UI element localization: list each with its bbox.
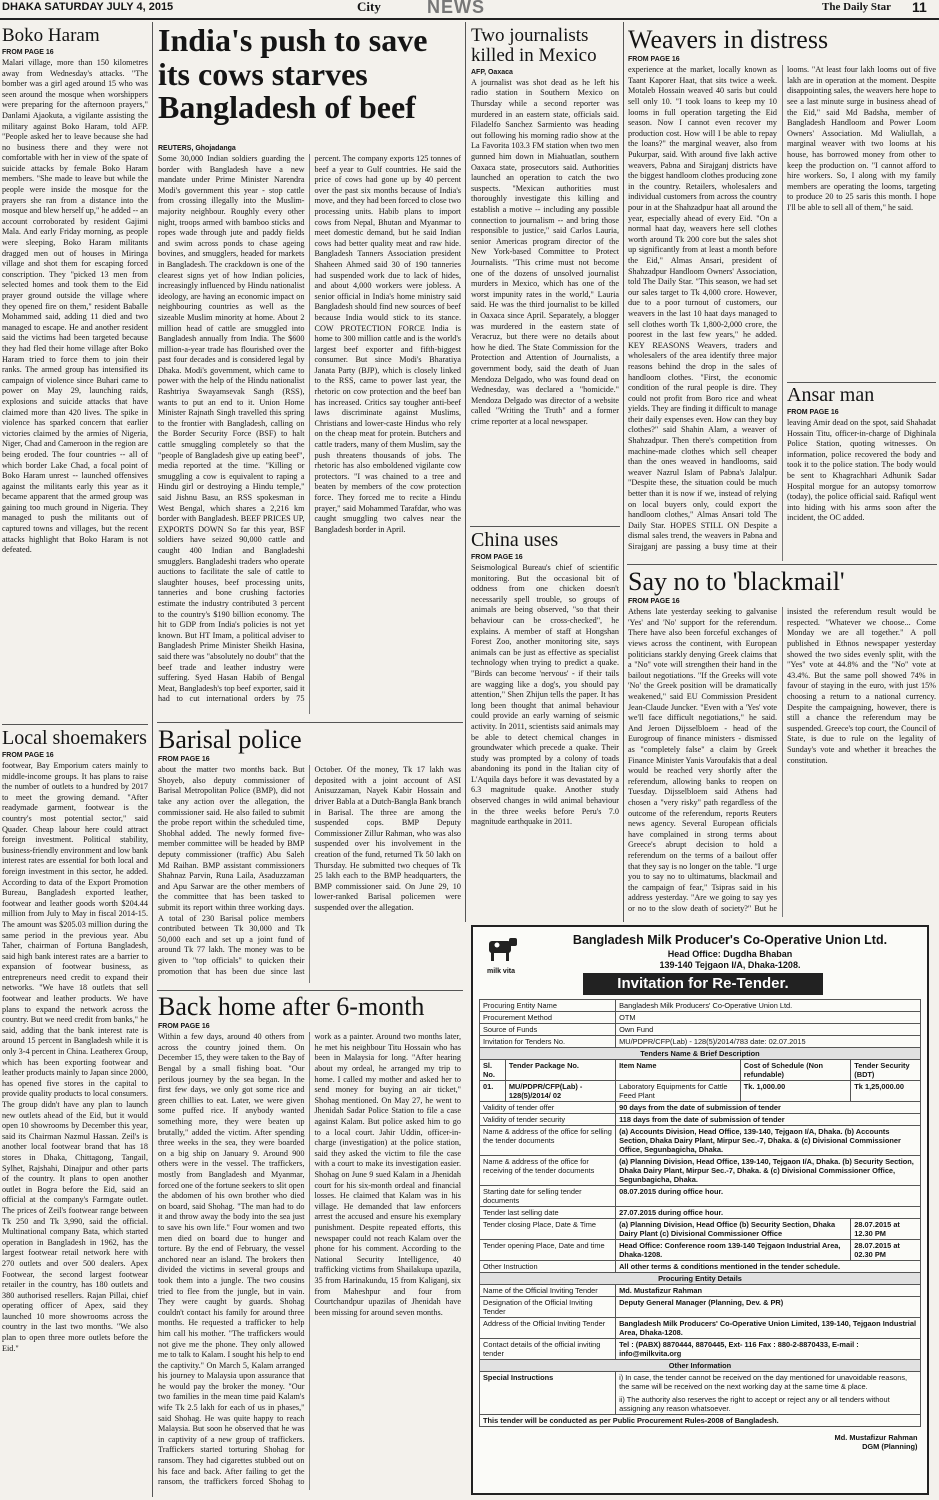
table-row [480, 1297, 921, 1318]
table-cell: Tk 1,25,000.00 [851, 1081, 921, 1102]
field-label: Procurement Method [480, 1012, 616, 1024]
from-page: FROM PAGE 16 [158, 1023, 210, 1031]
table-cell: Laboratory Equipments for Cattle Feed Plant [616, 1081, 741, 1102]
section-band: Procuring Entity Details [480, 1273, 921, 1285]
milk-vita-logo [481, 933, 521, 975]
field-value: 90 days from the date of submission of tender [616, 1102, 921, 1114]
field-value: All other terms & conditions mentioned in the tender schedule. [616, 1261, 921, 1273]
newspaper-logo: The Daily Star [822, 1, 892, 13]
table-row [480, 1240, 921, 1261]
column-rule [623, 22, 624, 922]
field-value: (a) Planning Division, Head Office (b) Security Section, Dhaka Dairy Plant (c) Divisional Commissioner Office [616, 1219, 851, 1240]
page-number: 11 [912, 0, 927, 15]
article-two-journalists [471, 26, 619, 522]
headline: Boko Haram [2, 26, 100, 46]
field-value: Own Fund [616, 1024, 921, 1036]
tender-advertisement [471, 925, 929, 1495]
article-barisal-police [158, 726, 461, 988]
field-label: Tender opening Place, Date and time [480, 1240, 616, 1261]
organization-name: Bangladesh Milk Producer's Co-Operative Union Ltd. [572, 933, 888, 947]
table-row [480, 1102, 921, 1114]
divider [470, 526, 620, 527]
band-row [480, 1273, 921, 1285]
table-row [480, 1318, 921, 1339]
field-label: Invitation for Tenders No. [480, 1036, 616, 1048]
field-label: Address of the Official Inviting Tender [480, 1318, 616, 1339]
field-value: Tel : (PABX) 8870444, 8870445, Ext- 116 Fax : 880-2-8870433, E-mail : info@milkvita.org [616, 1339, 921, 1360]
table-row [480, 1000, 921, 1012]
table-row [480, 1339, 921, 1360]
field-value: Md. Mustafizur Rahman [616, 1285, 921, 1297]
article-body: about the matter two months back. But Shoyeb, also deputy commissioner of Barisal Metropolitan Police (BMP), did not take any action over the allegation, the commissioner said. He also failed to submit the probe report within the scheduled time, Shobhal added. The newly formed five-member committee will be headed by BMP deputy commissioner (traffic) Abu Saleh Md Raihan. BMP assistant commissioners Shahnaz Parvin, Runa Laila, Asaduzzaman and Apu Sarwar are the other members of the committee that has been tasked to submit its report within three working days. A total of 230 Barisal police members contributed between Tk 30,000 and Tk 50,000 each and set up a joint fund of around Tk 77 lakh. The money was to be given to "top officials" to quicken their promotion that has been due since last October. Of the money, Tk 17 lakh was deposited with a joint account of ASI Anisuzzaman, Nayek Kabir Hossain and driver Babla at a Dutch-Bangla Bank branch in Barisal. The three are among the suspended cops. BMP Deputy Commissioner Zillur Rahman, who was also suspended over his involvement in the creation of the fund, returned Tk 50 lakh on Thursday. He submitted two cheques of Tk 25 lakh each to the BMP headquarters, the BMP commissioner said. On June 29, 10 lower-ranked Barisal policemen were suspended over the allegation. [158, 765, 461, 976]
article-body: experience at the market, locally known as Taant Kaporer Haat, that sits twice a week. Motaleb Hossain weaved 40 saris but could sell only 10. "I took loans to keep my 10 looms in full operation targeting the Eid season. Now I cannot even recover my production cost. How will I be able to repay the loans?" the marginal weaver, also from Pukurpar, said. With around five lakh active weavers, Pabna and Sirajganj districts have the biggest handloom clothes producing zone in the country. Retailers, wholesalers and individual customers from across the country pour in at the Shahzadpur haat all around the year, especially ahead of every Eid. "On a normal haat day, weavers here sell clothes worth around Tk 200 core but the sales shot up significantly from at least a month before the Eid," Almas Ansari, president of Shahzadpur Handloom Owners' Association, told The Daily Star. "This season, we had set our sales target to Tk 4,000 crore. However, due to a poor turnout of customers, our weavers in the last 10 haat days managed to sell clothes worth Tk 1,800-2,000 crore, the poorest in the last few years," he added. KEY REASONS Weavers, traders and wholesalers of the area identify three major reasons behind the drop in the sales of handloom clothes. "First, the economic condition of the rural people is dire. They could not profit from Boro rice and wheat yields. They are finding it difficult to manage their daily expenses even. How can they buy clothes?" said Shahin Alam, a weaver of Shahzadpur. Then there's competition from machine-made clothes which sell cheaper than the ones weaved in handlooms, said weaver Nazrul Islam of Pabna's Jalalpur. "Despite these, the situation could be much better than it is now if we, instead of relying on local buyers only, could export the handloom clothes," Almas Ansari told The Daily Star. HOPES STILL ON Despite a dismal sales trend, the weavers in Pabna and Sirajganj are passing a busy time at their looms. "At least four lakh looms out of five lakh are in operation at the moment. Despite disappointing sales, the weavers here hope to see a last minute surge in business ahead of the Eid," said Md Badsha, member of Bangladesh Handloom and Power Loom Owners' Association. Md Waliullah, a marginal weaver with two looms at his house, has borrowed money from other to keep the production on. "I cannot afford to hire workers. So, I along with my family members are operating the looms, targeting to produce 20 to 25 saris this month. I hope I'll be able to sell all of them," he said. [628, 65, 936, 552]
field-value: Bangladesh Milk Producers' Co-Operative Union Ltd. [616, 1000, 921, 1012]
field-label: Validity of tender offer [480, 1102, 616, 1114]
header-row [480, 1060, 921, 1081]
headline: China uses [471, 530, 559, 551]
field-value: Deputy General Manager (Planning, Dev. & PR) [616, 1297, 921, 1318]
article-body: footwear, Bay Emporium caters mainly to middle-income groups. It has plans to raise the number of outlets to a hundred by 2017 to meet the growing demand. "After readymade garment, footwear is the country's most potential sector," said Quader. Cheap labour here could attract foreign investment. Political stability, business-friendly environment and low bank interest rates are essential for both local and foreign investment in this sector, he added. According to data of the Export Promotion Bureau, Bangladesh exported leather, footwear and leather goods worth $204.44 million from July to May in fiscal 2014-15. The amount was $205.03 million during the same period in the previous year. Abu Taher, chairman of Fortuna Bangladesh, said high bank interest rates are a barrier to expansion of footwear business, as entrepreneurs need credit to expand their networks. "We have 18 outlets that sell footwear and leather products. We have plans to expand the network across the country. But we need credit from banks," he said, adding that the bank interest rate is around 15 percent in Bangladesh while it is only 3-4 percent in China. Leatherex Group, which has been exporting footwear and leather products mainly to Japan since 2000, has opened five stores in the capital to provide quality products to local consumers. The group didn't have any plan to launch new outlets ahead of the Eid, but it would open 10 showrooms by December this year, said its Chairman Nazmul Hassan. Zeil's is another local footwear brand that has 18 stores in Dhaka, Chittagong, Tangail, Sylhet, Rajshahi, Dinajpur and other parts of the country. It plans to open another outlet in Bogra before the Eid, said an official at the company's Farmgate outlet. The prices of Zeil's footwear range between Tk 250 and Tk 3,990, said the official. Multinational company Bata, which started operation in Bangladesh in 1962, has the largest footwear retail network here with 270 outlets and over 500 dealers. Apex Footwear, the second largest footwear retailer in the country, has 180 outlets and 380 authorised resellers. Rajan Pillai, chief operating officer of Apex, said they launched 10 more showrooms across the country in the last two months. "We also plan to open three more outlets before the Eid." [2, 761, 148, 1353]
field-label: Tender closing Place, Date & Time [480, 1219, 616, 1240]
article-local-shoemakers [2, 728, 148, 1494]
field-label: Source of Funds [480, 1024, 616, 1036]
section-label: City [357, 0, 381, 14]
headline: Ansar man [787, 384, 875, 406]
article-boko-haram [2, 26, 148, 722]
signature-block [480, 1427, 921, 1453]
divider [2, 724, 148, 725]
table-row [480, 1415, 921, 1427]
from-page: FROM PAGE 16 [628, 598, 680, 606]
column-header: Tender Security (BDT) [851, 1060, 921, 1081]
headline: Weavers in distress [628, 26, 829, 54]
table-row [480, 1207, 921, 1219]
headline: Barisal police [158, 726, 302, 754]
from-page: FROM PAGE 16 [2, 752, 54, 759]
field-value: Head Office: Conference room 139-140 Tejgaon Industrial Area, Dhaka-1208. [616, 1240, 851, 1261]
field-value [616, 1372, 921, 1415]
article-india-cows [158, 143, 461, 719]
article-body: Malari village, more than 150 kilometres away from Wednesday's attacks. "The bomber was a girl aged around 15 who was seen around the mosque when worshippers were preparing for the afternoon prayers," Danlami Ajaokuta, a vigilante assisting the military against Boko Haram, told AFP. "People asked her to leave because she had no business there and they were not comfortable with her in view of the spate of suicide attacks by female Boko Haram members. "She made to leave but while the people were inside the mosque for the prayers she ran from a distance into the mosque and blew herself up," he added -- an account corroborated by resident Gajimi Mala. And early Friday morning, as people were sleeping, Boko Haram militants dragged men out of houses in Miringa village and shot them for escaping forced conscription. They "picked 13 men from selected homes and took them to the Eid prayer ground outside the village where they opened fire on them," resident Baballe Mohammed said, adding 11 died and two managed to escape. He and another resident said the victims had been targeted because they had fled their home village after Boko Haram tried to force them to join their ranks. The armed group has intensified its campaign of violence since Buhari came to power on May 29, launching raids, explosions and suicide attacks that have claimed more than 420 lives. The spike in violence has sparked concern that earlier victories claimed by the armies of Nigeria, Niger, Chad and Cameroon in the region are being eroded. The four countries -- all of which border Lake Chad, a focal point of Boko Haram unrest -- launched offensives against the militants early this year as it became apparent that the armed group was gaining too much ground in Nigeria. They managed to push the militants out of captured towns and villages, but the recent attacks highlight that Boko Haram is not defeated. [2, 57, 148, 555]
field-label: Name of the Official Inviting Tender [480, 1285, 616, 1297]
divider [627, 564, 937, 565]
section-band: Other Information [480, 1360, 921, 1372]
field-value: (a) Accounts Division, Head Office, 139-140, Tejgaon I/A, Dhaka. (b) Accounts Section, Dhaka Dairy Plant, Mirpur Sec.-7, Dhaka. & (c) Divisional Commissioner Office, Segunbagicha, Dhaka. [616, 1126, 921, 1156]
instruction-text: i) In case, the tender cannot be received on the day mentioned for unavoidable reasons, the same will be received on the next working day at the same time & place. [619, 1373, 908, 1391]
edition-date: DHAKA SATURDAY JULY 4, 2015 [2, 1, 174, 13]
from-page: FROM PAGE 16 [628, 56, 680, 64]
field-label: Tender last selling date [480, 1207, 616, 1219]
headline-block [158, 24, 461, 142]
from-page: FROM PAGE 16 [787, 409, 839, 416]
table-row [480, 1036, 921, 1048]
from-page: FROM PAGE 16 [2, 48, 54, 56]
field-label: Starting date for selling tender documents [480, 1186, 616, 1207]
field-value: MU/PDPR/CFP(Lab) - 128(5)/2014/783 date: 02.07.2015 [616, 1036, 921, 1048]
column-header: Sl. No. [480, 1060, 506, 1081]
office-address [535, 949, 925, 971]
table-cell: MU/PDPR/CFP(Lab) - 128(5)/2014/ 02 [505, 1081, 615, 1102]
from-page: FROM PAGE 16 [471, 554, 523, 561]
field-value: 118 days from the date of submission of tender [616, 1114, 921, 1126]
headline: Local shoemakers [2, 728, 147, 749]
headline: Two journalists killed in Mexico [471, 26, 597, 66]
column-rule [152, 22, 153, 1497]
article-body: Athens late yesterday seeking to galvanise 'Yes' and 'No' support for the referendum. There have also been forceful exchanges of views across the continent, with European politicians starkly denying Greek claims that a "No" vote will strengthen their hand in the bailout negotiations. "If the Greeks will vote 'No' the Greek position will be dramatically weakened," said EU Commission President Jean-Claude Juncker. "Even with a 'Yes' vote we'll face difficult negotiations," he said. And Jeroen Dijsselbloem - head of the Eurogroup of finance ministers - dismissed as "completely false" a claim by Greek Finance Minister Yanis Varoufakis that a deal would be reached very shortly after the referendum, allowing banks to reopen on Tuesday. Dijsselbloem said Athens had chosen a "very risky" path regardless of the outcome of the referendum, reports Reuters news agency. Several European officials have complained in strong terms about Greece's abrupt decision to hold a referendum on the terms of a bailout offer that they say is no longer on the table. "I urge you to say no to ultimatums, blackmail and the campaign of fear," Tsipras said in his address yesterday. "Are we going to say yes or no to the slow death of society?" But he insisted the referendum result would be respected. "Whatever we choose... Come Monday we are all together." A poll published in Ethnos newspaper yesterday showed the two sides evenly split, with the "Yes" vote at 44.8% and the "No" vote at 43.4%. But the same poll showed 74% in favour of staying in the euro, with just 15% choosing a return to a national currency. Despite the campaigning, however, there is still a chance the referendum may be suspended. Greece's top court, the Council of State, is due to rule on the legality of Sunday's vote and whether it breaches the constitution. [628, 607, 936, 913]
signature-row [480, 1427, 921, 1453]
field-label: Name & address of the office for receiving of the tender documents [480, 1156, 616, 1186]
band-row [480, 1360, 921, 1372]
band-row [480, 1048, 921, 1060]
field-label: Designation of the Official Inviting Tender [480, 1297, 616, 1318]
article-china-uses [471, 530, 619, 918]
article-body: Within a few days, around 40 others from across the country joined them. On December 15, they were taken to the Bay of Bengal by a small fishing boat. "Our perilous journey by the sea began. In the first few days, we only got some rice and green chillies to eat. Later, we were given some puffed rice. If anybody wanted something more, they were beaten up brutally," added the victim. After spending three weeks in the sea, they were boarded on a big ship on January 9. Around 900 others were in the vessel. The traffickers, mostly from Bangladesh and Myanmar, forced one of the fortune seekers to slit open the abdomen of his own brother who died on board, said Shohag. "The man had to do it and throw away the body into the sea just to save his own life." Four women and two men died on board due to hunger and torture. By the end of February, the vessel anchored near an island. The brokers then divided the victims in several groups and took them into a jungle. The two cousins tried to flee from the jungle, but in vain. They were caught by guards. Shohag couldn't contact his family for around three months. He requested a trafficker to help him call his mother. "The traffickers would not give me the phone. They only allowed me to talk to Kalam. I sought his help to end the captivity." On March 5, Kalam arranged his journey to Malaysia upon assurance that he would pay the broker the money. "Our two families in the mean time paid Kalam's wife Tk 2.5 lakh for each of us in phases," said Shohag. He was quite happy to reach Malaysia. But soon he observed that he was in captivity of a new group of traffickers. Traffickers started torturing Shohag for ransom. They had cigarettes stubbed out on his face and back. After failing to get the ransom, the traffickers forced Shohag to work as a painter. Around two months later, he met his neighbour Titu Hossain who has been in Malaysia for long. "After hearing about my ordeal, he arranged my trip to home. I called my mother and asked her to send money for buying an air ticket," Shohag mentioned. On May 27, he went to Jhenidah Sadar Police Station to file a case against Kalam. But police asked him to go to a local court. Jahir Uddin, officer-in-charge (investigation) at the police station, said they asked the victim to file the case with a court to make its investigation easier. Shohag on June 9 sued Kalam in a Jhenidah court for his six-month ordeal and financial losses. He claimed that Kalam was in his village. He demanded that law enforcers arrest the accused and ensure his exemplary punishment. Despite repeated efforts, this newspaper could not reach Kalam over the phone for his comment. According to the National Security Intelligence, 40 trafficking victims from Shailakupa upazila, 35 from Harinakundu, 15 from Kaliganj, six from Maheshpur and four from Courtchandpur upazilas of Jhenidah have been missing for around seven months. [158, 1032, 461, 1487]
signatory-title: DGM (Planning) [862, 1442, 918, 1451]
table-row [480, 1372, 921, 1415]
article-back-home [158, 993, 461, 1495]
field-value: 27.07.2015 during office hour. [616, 1207, 921, 1219]
column-header: Tender Package No. [505, 1060, 615, 1081]
office-line: 139-140 Tejgaon I/A, Dhaka-1208. [659, 960, 801, 970]
field-datetime: 28.07.2015 at 02.30 PM [851, 1240, 921, 1261]
table-row [480, 1285, 921, 1297]
column-header: Cost of Schedule (Non refundable) [740, 1060, 851, 1081]
table-row [480, 1114, 921, 1126]
table-row [480, 1219, 921, 1240]
field-value: OTM [616, 1012, 921, 1024]
article-say-no-blackmail [628, 568, 936, 920]
column-rule [465, 22, 466, 922]
dateline: AFP, Oaxaca [471, 68, 513, 76]
article-body: Some 30,000 Indian soldiers guarding the border with Bangladesh have a new mandate under Prime Minister Narendra Modi's government this year - stop cattle from crossing illegally into the Muslim-majority neighbour. Roughly every other night, troops armed with bamboo sticks and ropes wade through jute and paddy fields and swim across ponds to chase ageing bovines, and smugglers, headed for markets in Bangladesh. The crackdown is one of the clearest signs yet of how Indian policies, increasingly influenced by Hindu nationalist ideology, are having an economic impact on neighbouring countries as well as the sizeable Muslim minority at home. About 2 million head of cattle are smuggled into Bangladesh annually from India. The $600 million-a-year trade has flourished over the past four decades and is considered legal by Dhaka. Modi's government, which came to power with the help of the Hindu nationalist Rashtriya Swayamsevak Sangh (RSS), wants to put an end to it. Union Home Minister Rajnath Singh travelled this spring to the frontier with Bangladesh, calling on the Border Security Force (BSF) to halt cattle smuggling completely so that the "people of Bangladesh give up eating beef", media reported at the time. "Killing or smuggling a cow is equivalent to raping a Hindu girl or destroying a Hindu temple," said Jishnu Basu, an RSS spokesman in West Bengal, which shares a 2,216 km border with Bangladesh. BEEF PRICES UP, EXPORTS DOWN So far this year, BSF soldiers have seized 90,000 cattle and caught 400 Indian and Bangladeshi smugglers. Bangladeshi traders who operate auctions to facilitate the sale of cattle to slaughter houses, beef processing units, tanneries and bone crushing factories estimate the industry contributed 3 percent to the country's $190 billion economy. The hit to GDP from India's policies is not yet known. But HT Imam, a political adviser to Bangladesh Prime Minister Sheikh Hasina, said there was "absolutely no doubt" that the beef trade and leather industry were suffering. Syed Hasan Habib of Bengal Meat, Bangladesh's top beef exporter, said it had to cut international orders by 75 percent. The company exports 125 tonnes of beef a year to Gulf countries. He said the price of cows had gone up by 40 percent over the past six months because of India's move, and they had been forced to close two processing units. Habib plans to import cows from Nepal, Bhutan and Myanmar to meet domestic demand, but he said Indian cows had better quality meat and raw hide. Bangladesh Tanners Association president Shaheen Ahmed said 30 of 190 tanneries had suspended work due to lack of hides, and about 4,000 workers were jobless. A senior official in India's home ministry said Bangladesh should find new sources of beef because India would stick to its stance. COW PROTECTION FORCE India is home to 300 million cattle and is the world's largest beef exporter and fifth-biggest consumer. But since Modi's Bharatiya Janata Party (BJP), which is closely linked to the RSS, came to power last year, the rhetoric on cow protection and the beef ban has increased. Critics say tougher anti-beef laws discriminate against Muslims, Christians and lower-caste Hindus who rely on the cheap meat for protein. Butchers and cattle traders, many of them Muslim, say the push threatens thousands of jobs. The rhetoric has also emboldened vigilante cow protectors. "I was chained to a tree and beaten by members of the cow protection force. They forced me to recite a Hindu prayer," said Mohammed Tarafdar, who was caught smuggling two calves near the Bangladesh border in April. [158, 154, 461, 704]
news-label: NEWS [427, 0, 485, 17]
article-body: leaving Amir dead on the spot, said Shahadat Hossain Titu, officer-in-charge of Dighinala Police Station, quoting witnesses. On information, police recovered the body and took it to the police station. The body would be sent to Khagrachhari Adhunik Sadar Hospital morgue for an autopsy tomorrow (today), the police official said. Rafiqul went into hiding with his arms soon after the incident, the OC added. [787, 418, 936, 523]
divider [157, 990, 463, 991]
from-page: FROM PAGE 16 [158, 756, 210, 764]
article-body: Seismological Bureau's chief of scientific monitoring. But the occasional bit of oddness from one chicken doesn't necessarily spell trouble, so groups of animals are being observed, "so that their behaviour can be cross-checked", he explains. A member of staff at Hongshan Forest Zoo, another monitoring site, says animals can be just as effective as specialist technology when trying to predict a quake. "Birds can become 'nervous' - if their tails are wagging like a dog's, you should pay attention," Shen Zhijun tells the paper. It has long been thought that animal behaviour could provide an early warning of seismic activity. In 2011, scientists said animals may be able to detect chemical changes in groundwater which precede a quake. Their study was prompted by a colony of toads abandoning its pond in the Italian city of L'Aquila days before it was devastated by a 6.3 magnitude quake. Another study observed changes in wild animal behaviour in the three weeks before Peru's 7.0 magnitude earthquake in 2011. [471, 563, 619, 827]
column-header: Item Name [616, 1060, 741, 1081]
field-value: 08.07.2015 during office hour. [616, 1186, 921, 1207]
table-row [480, 1012, 921, 1024]
article-body: A journalist was shot dead as he left his radio station in Southern Mexico on Thursday while a second reporter was murdered in an eastern state, officials said. Filadelfo Sanchez Sarmiento was heading out following his morning radio show at the La Favorita 103.3 FM station when two men gunned him down in Miahuatlan, southern Oaxaca state, prosecutors said. Authorities launched an operation to catch the two suspects. "Mexican authorities must thoroughly investigate this killing and establish a motive -- including any possible connection to journalism -- and bring those responsible to justice," said Carlos Lauria, senior Americas program director of the New York-based Committee to Protect Journalists. "This crime must not become one of the dozens of unsolved journalist murders in Mexico, which has one of the worst impunity rates in the world," Lauria said. He was the third journalist to be killed in Oaxaca since April. Separately, a blogger was murdered in the eastern state of Veracruz, but there were no details about how he died. The State Commission for the Protection and Attention of Journalists, a government body, said the death of Juan Mendoza Delgado, who was found dead on Wednesday, was declared a "homicide." Mendoza Delgado was director of a website called "Writing the Truth" and a former crime reporter at a local newspaper. [471, 77, 619, 426]
article-ansar-man [787, 382, 936, 560]
field-label: Contact details of the official inviting tender [480, 1339, 616, 1360]
field-label: Validity of tender security [480, 1114, 616, 1126]
table-cell: 01. [480, 1081, 506, 1102]
office-line: Head Office: Dugdha Bhaban [667, 949, 793, 959]
table-row [480, 1261, 921, 1273]
cow-icon [481, 933, 521, 963]
tender-title: Invitation for Re-Tender. [583, 973, 823, 995]
footer-note: This tender will be conducted as per Public Procurement Rules-2008 of Bangladesh. [480, 1415, 921, 1427]
field-value: (a) Planning Division, Head Office, 139-140, Tejgaon I/A, Dhaka. (b) Security Section, Dhaka Dairy Plant, Mirpur Sec.-7, Dhaka. & (c) Divisional Commissioner Office, Segunbagicha, Dhaka. [616, 1156, 921, 1186]
field-label: Other Instruction [480, 1261, 616, 1273]
table-row [480, 1081, 921, 1102]
headline: Back home after 6-month [158, 993, 425, 1021]
table-row [480, 1126, 921, 1156]
table-row [480, 1024, 921, 1036]
table-row [480, 1156, 921, 1186]
table-row [480, 1186, 921, 1207]
logo-text: milk vita [486, 968, 515, 975]
headline: Say no to 'blackmail' [628, 568, 845, 596]
headline: India's push to save its cows starves Bangladesh of beef [158, 24, 428, 126]
field-label: Procuring Entity Name [480, 1000, 616, 1012]
field-datetime: 28.07.2015 at 12.30 PM [851, 1219, 921, 1240]
section-band: Tenders Name & Brief Description [480, 1048, 921, 1060]
table-cell: Tk. 1,000.00 [740, 1081, 851, 1102]
field-label: Name & address of the office for selling the tender documents [480, 1126, 616, 1156]
field-label: Special Instructions [480, 1372, 616, 1415]
divider [787, 382, 936, 383]
tender-info-table [479, 999, 921, 1452]
dateline: REUTERS, Ghojadanga [158, 145, 236, 152]
divider [157, 722, 463, 723]
page-header [0, 0, 939, 20]
field-value: Bangladesh Milk Producers' Co-Operative Union Limited, 139-140, Tejgaon Industrial Area, Dhaka-1208. [616, 1318, 921, 1339]
signatory-name: Md. Mustafizur Rahman [834, 1433, 918, 1442]
instruction-text: ii) The authority also reserves the right to accept or reject any or all tenders without assigning any reason whatsoever. [619, 1395, 890, 1413]
